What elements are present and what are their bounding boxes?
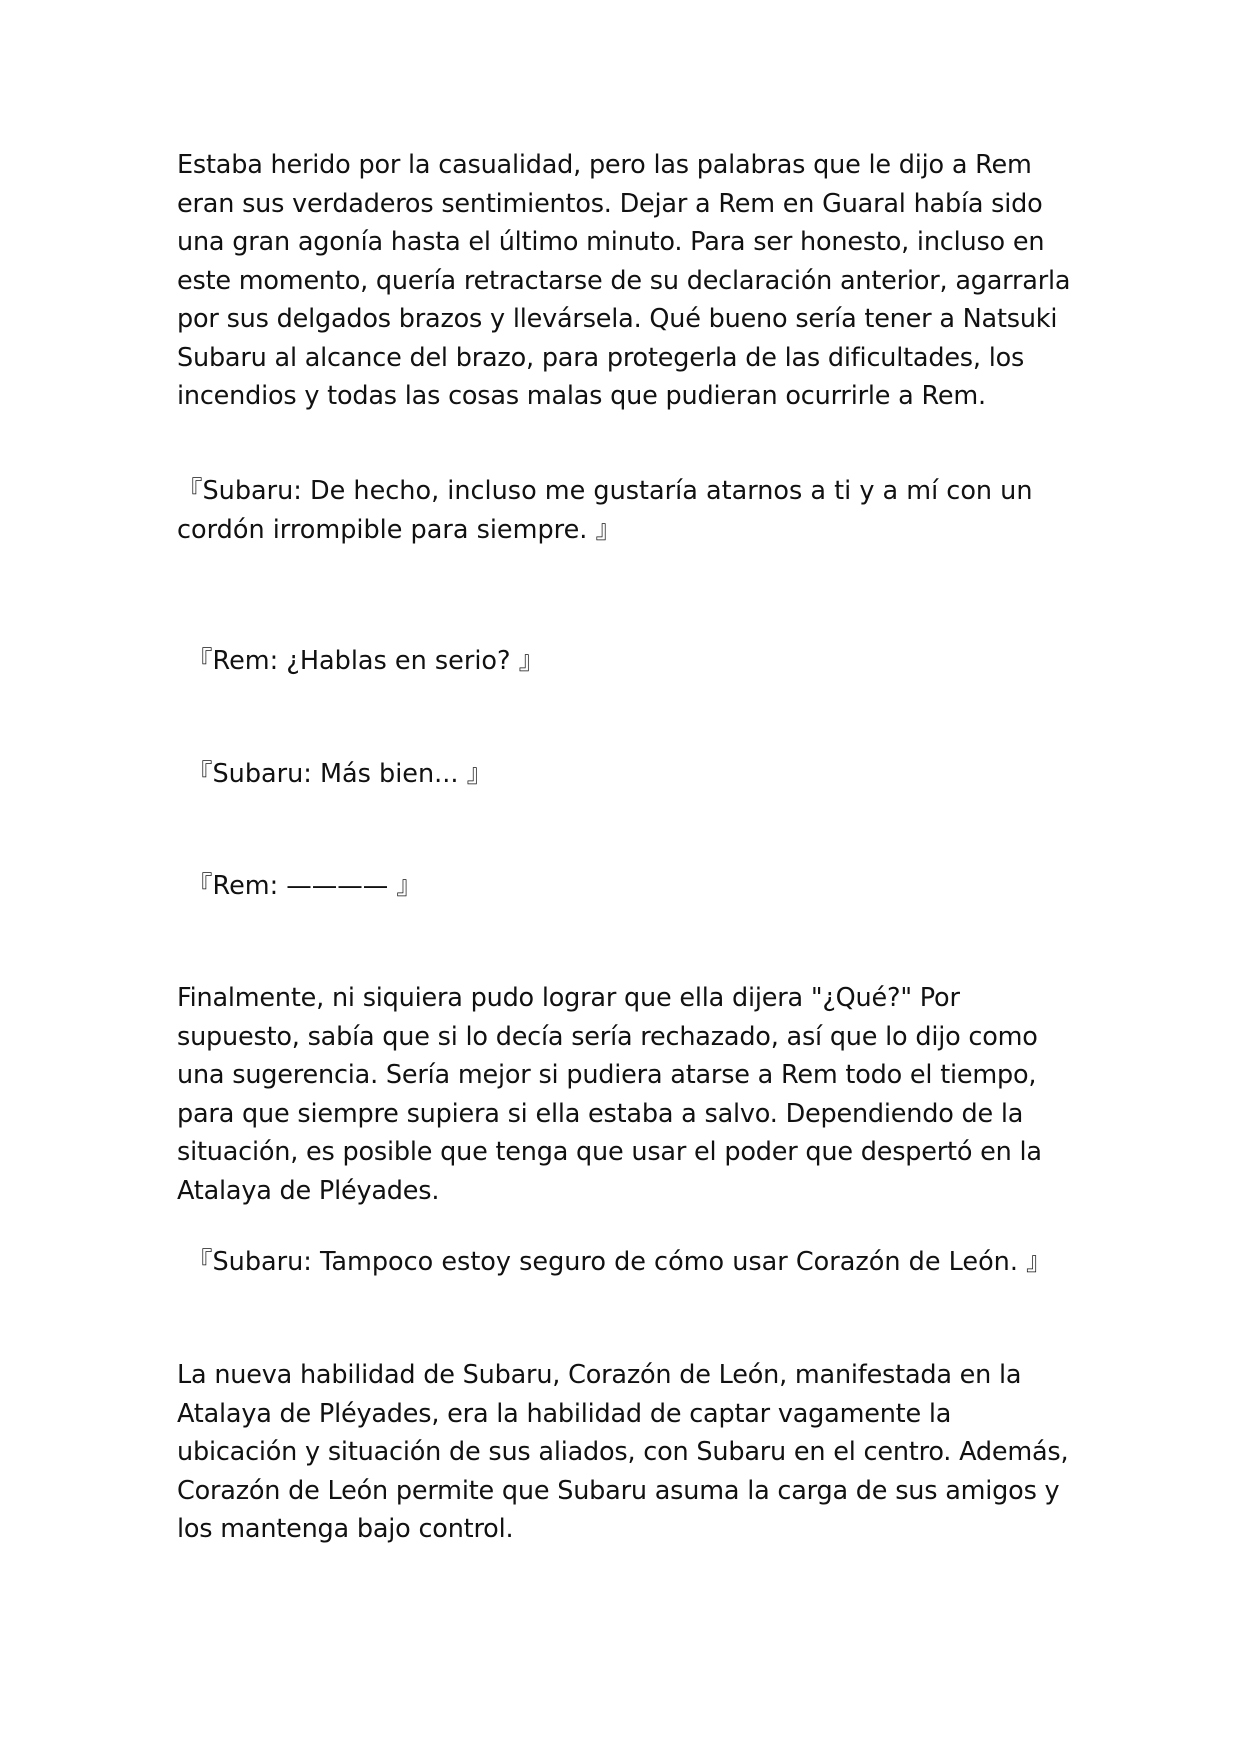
dialogue-subaru-3: 『Subaru: Tampoco estoy seguro de cómo usar Corazón de León. 』	[187, 1247, 1052, 1277]
dialogue-rem-2: 『Rem: ———— 』	[187, 871, 422, 901]
dialogue-subaru-1: 『Subaru: De hecho, incluso me gustaría atarnos a ti y a mí con un cordón irrompible para siempre. 』	[177, 476, 1033, 545]
dialogue-subaru-2: 『Subaru: Más bien... 』	[187, 759, 493, 789]
paragraph-1: Estaba herido por la casualidad, pero las palabras que le dijo a Rem eran sus verdaderos sentimientos. Dejar a Rem en Guaral había sido una gran agonía hasta el último minuto. Para ser honesto, incluso en este momento, quería retractarse de su declaración anterior, agarrarla por sus delgados brazos y llevársela. Qué bueno sería tener a Natsuki Subaru al alcance del brazo, para protegerla de las dificultades, los incendios y todas las cosas malas que pudieran ocurrirle a Rem.	[177, 150, 1071, 411]
paragraph-3: La nueva habilidad de Subaru, Corazón de León, manifestada en la Atalaya de Pléyades, era la habilidad de captar vagamente la ubicación y situación de sus aliados, con Subaru en el centro. Además, Corazón de León permite que Subaru asuma la carga de sus amigos y los mantenga bajo control.	[177, 1360, 1069, 1544]
paragraph-2: Finalmente, ni siquiera pudo lograr que ella dijera "¿Qué?" Por supuesto, sabía que si lo decía sería rechazado, así que lo dijo como una sugerencia. Sería mejor si pudiera atarse a Rem todo el tiempo, para que siempre supiera si ella estaba a salvo. Dependiendo de la situación, es posible que tenga que usar el poder que despertó en la Atalaya de Pléyades.	[177, 983, 1042, 1206]
dialogue-rem-1: 『Rem: ¿Hablas en serio? 』	[187, 646, 545, 676]
